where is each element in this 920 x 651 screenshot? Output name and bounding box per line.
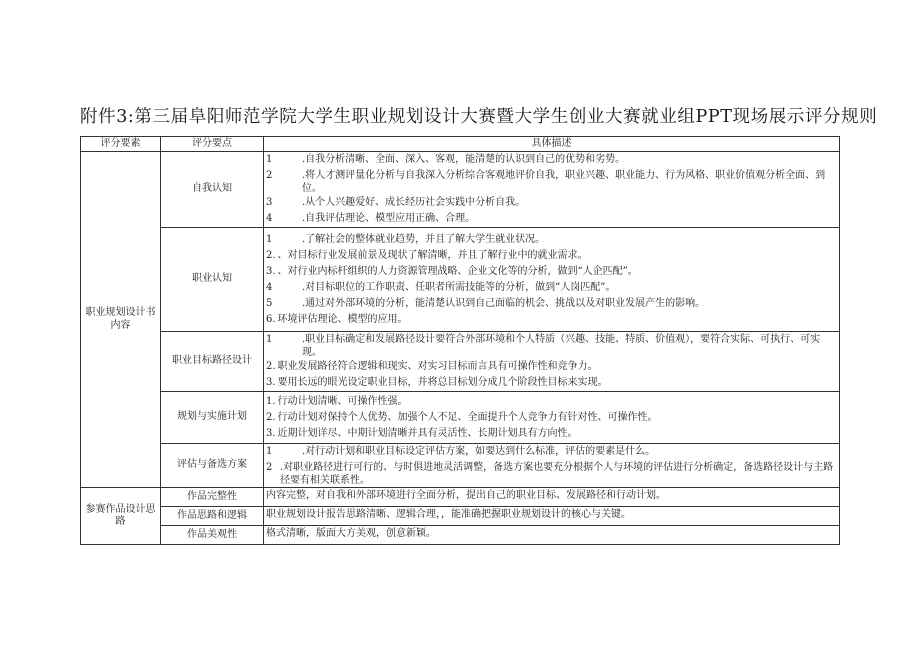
list-item: 1 .职业目标确定和发展路径设计要符合外部环境和个人特质（兴趣、技能、特质、价值观），要符合实际、可执行、可实现。 bbox=[266, 334, 821, 358]
point-evaluation-alternatives: 评估与备选方案 bbox=[161, 444, 264, 488]
list-item: 4 .自我评估理论、模型应用正确、合理。 bbox=[266, 213, 476, 224]
table-row bbox=[81, 152, 840, 228]
description-cell bbox=[264, 332, 840, 392]
point-self-awareness: 自我认知 bbox=[161, 152, 264, 228]
table-row bbox=[81, 507, 840, 526]
list-item: 3. 、对行业内标杆组织的人力资源管理战略、企业文化等的分析，做到“人企匹配”。 bbox=[266, 265, 638, 277]
table-row bbox=[81, 444, 840, 488]
description-cell: 职业规划设计报告思路清晰、逻辑合理，，能准确把握职业规划设计的核心与关键。 bbox=[264, 507, 840, 526]
scoring-rubric-table bbox=[80, 136, 840, 545]
table-row bbox=[81, 526, 840, 545]
list-item: 2 .对职业路径进行可行的、与时俱进地灵活调整，备选方案也要充分根据个人与环境的评估进行分析确定，备选路径设计与主路径要有相关联系性。 bbox=[266, 462, 834, 486]
point-completeness: 作品完整性 bbox=[161, 488, 264, 507]
point-aesthetics: 作品美观性 bbox=[161, 526, 264, 545]
element-cell-design-idea: 参赛作品设计思路 bbox=[81, 488, 161, 545]
header-element: 评分要素 bbox=[81, 137, 161, 152]
list-item: 1 .了解社会的整体就业趋势，并且了解大学生就业状况。 bbox=[266, 233, 546, 245]
list-item: 3. 要用长远的眼光设定职业目标，并将总目标划分成几个阶段性目标来实现。 bbox=[266, 377, 608, 388]
description-cell: 格式清晰，版面大方美观，创意新颖。 bbox=[264, 526, 840, 545]
point-career-goal-path: 职业目标路径设计 bbox=[161, 332, 264, 392]
list-item: 2. 行动计划对保持个人优势、加强个人不足、全面提升个人竞争力有针对性、可操作性。 bbox=[266, 411, 658, 423]
header-point: 评分要点 bbox=[161, 137, 264, 152]
list-item: 4 .对目标职位的工作职责、任职者所需技能等的分析，做到“人岗匹配”。 bbox=[266, 281, 616, 293]
table-row bbox=[81, 228, 840, 332]
table-row bbox=[81, 332, 840, 392]
list-item: 1. 行动计划清晰、可操作性强。 bbox=[266, 395, 408, 407]
table-header-row bbox=[81, 137, 840, 152]
table-row bbox=[81, 488, 840, 507]
description-cell: 内容完整，对自我和外部环境进行全面分析，提出自己的职业目标、发展路径和行动计划。 bbox=[264, 488, 840, 507]
list-item: 3. 近期计划详尽、中期计划清晰并具有灵活性、长期计划具有方向性。 bbox=[266, 427, 578, 439]
list-item: 3 .从个人兴趣爱好、成长经历社会实践中分析自我。 bbox=[266, 197, 526, 208]
list-item: 2 .将人才测评量化分析与自我深入分析综合客观地评价自我，职业兴趣、职业能力、行为风格、职业价值观分析全面、到位。 bbox=[266, 170, 826, 194]
point-idea-logic: 作品思路和逻辑 bbox=[161, 507, 264, 526]
list-item: 5 .通过对外部环境的分析，能清楚认识到自己面临的机会、挑战以及对职业发展产生的影响。 bbox=[266, 297, 706, 309]
list-item: 1 .自我分析清晰、全面、深入、客观，能清楚的认识到自己的优势和劣势。 bbox=[266, 154, 626, 165]
list-item: 2. 、对目标行业发展前景及现状了解清晰，并且了解行业中的就业需求。 bbox=[266, 249, 588, 261]
list-item: 6. 环境评估理论、模型的应用。 bbox=[266, 313, 408, 325]
point-plan-implementation: 规划与实施计划 bbox=[161, 392, 264, 444]
list-item: 1 .对行动计划和职业目标设定评估方案，如要达到什么标准，评估的要素是什么。 bbox=[266, 446, 656, 457]
element-cell-plan-content: 职业规划设计书内容 bbox=[81, 152, 161, 488]
document-title: 附件3:第三届阜阳师范学院大学生职业规划设计大赛暨大学生创业大赛就业组PPT现场展示评分规则 bbox=[80, 107, 878, 127]
header-description: 具体描述 bbox=[264, 137, 840, 152]
description-cell bbox=[264, 152, 840, 228]
list-item: 2. 职业发展路径符合逻辑和现实、对实习目标而言具有可操作性和竞争力。 bbox=[266, 361, 598, 372]
description-cell bbox=[264, 444, 840, 488]
point-career-awareness: 职业认知 bbox=[161, 228, 264, 332]
description-cell bbox=[264, 392, 840, 444]
description-cell bbox=[264, 228, 840, 332]
table-row bbox=[81, 392, 840, 444]
